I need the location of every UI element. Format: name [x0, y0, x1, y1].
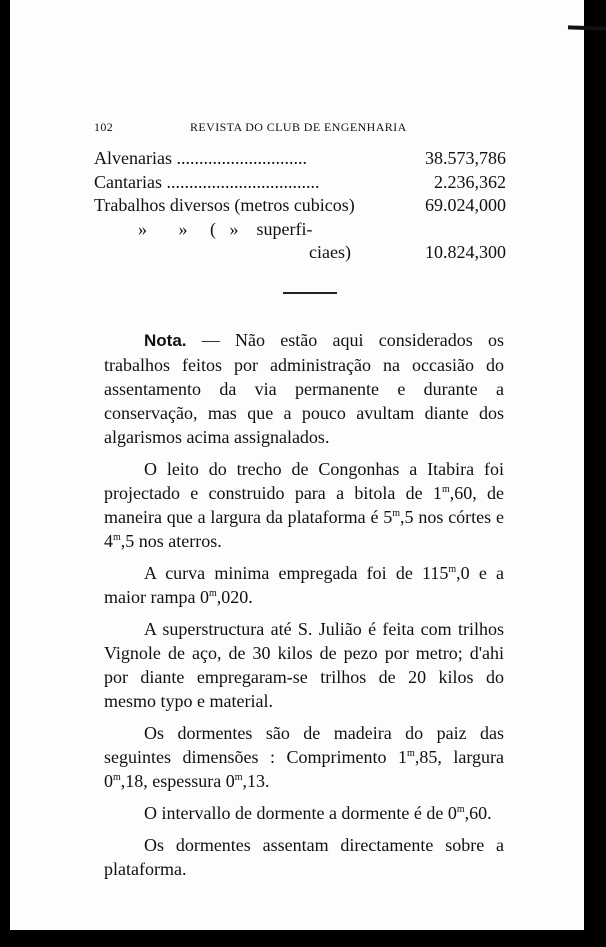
row-label: Cantarias ..................................	[94, 172, 320, 192]
row-label: Trabalhos diversos (metros cubicos)	[94, 195, 355, 215]
row-value: 2.236,362	[434, 172, 506, 192]
paragraph-nota	[104, 328, 504, 449]
row-label: ciaes)	[309, 242, 351, 262]
row-label: Alvenarias .............................	[94, 148, 307, 168]
row-value: 38.573,786	[425, 148, 506, 168]
paragraph: Os dormentes são de madeira do paiz das seguintes dimensões : Comprimento 1$^m$,85, largura 0$^m$,18, espessura 0$^m$,13.	[104, 723, 504, 791]
row-label: » » ( » superfi-	[138, 219, 313, 239]
paragraph: A superstructura até S. Julião é feita com trilhos Vignole de aço, de 30 kilos de pezo por metro; d'ahi por diante empregaram-se trilhos de 20 kilos do mesmo typo e material.	[104, 619, 504, 711]
section-divider	[283, 292, 337, 294]
running-title: REVISTA DO CLUB DE ENGENHARIA	[190, 120, 407, 134]
paragraph: O intervallo de dormente a dormente é de 0$^m$,60.	[144, 803, 492, 823]
row-value: 10.824,300	[425, 242, 506, 262]
row-value: 69.024,000	[425, 195, 506, 215]
body-text	[104, 328, 504, 881]
paragraph: O leito do trecho de Congonhas a Itabira foi projectado e construido para a bitola de 1$^m$,60, de maneira que a largura da plataforma é 5$^m$,5 nos córtes e 4$^m$,5 nos aterros.	[104, 459, 504, 551]
paragraph: Os dormentes assentam directamente sobre a plataforma.	[104, 835, 504, 879]
nota-text: — Não estão aqui considerados os trabalhos feitos por administração na occasião do assentamento da via permanente e durante a conservação, mas que a pouco avultam diante dos algarismos acima assignalados.	[104, 330, 504, 447]
paragraph: A curva minima empregada foi de 115$^m$,0 e a maior rampa 0$^m$,020.	[104, 563, 504, 607]
nota-label: Nota.	[144, 331, 187, 350]
page-number: 102	[94, 120, 114, 134]
